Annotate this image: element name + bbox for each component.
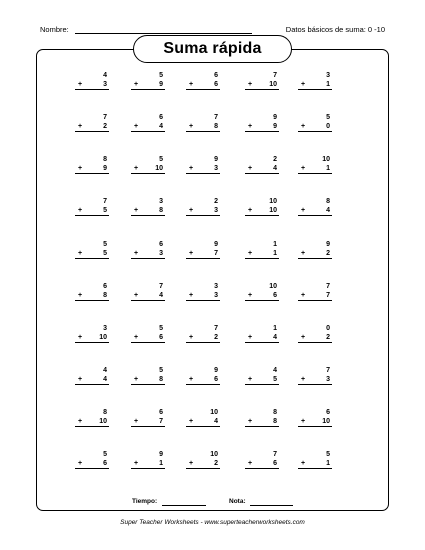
problem-r8-c1 — [75, 366, 109, 388]
addend-top: 10 — [322, 156, 330, 163]
addend-top: 4 — [273, 367, 277, 374]
addend-bottom: 1 — [326, 81, 330, 88]
addend-bottom-row — [186, 206, 220, 216]
problem-r5-c4 — [245, 240, 279, 262]
addend-bottom: 3 — [103, 81, 107, 88]
problem-r3-c3 — [186, 155, 220, 177]
addend-top: 9 — [273, 114, 277, 121]
addend-top: 7 — [326, 367, 330, 374]
addend-top: 8 — [273, 409, 277, 416]
addend-bottom: 9 — [159, 81, 163, 88]
addend-top: 3 — [214, 283, 218, 290]
problem-r8-c2 — [131, 366, 165, 388]
addend-bottom: 6 — [159, 334, 163, 341]
addend-bottom-row — [131, 80, 165, 90]
problem-r1-c4 — [245, 71, 279, 93]
addend-top: 1 — [273, 241, 277, 248]
plus-sign: + — [301, 250, 306, 257]
problem-r9-c2 — [131, 408, 165, 430]
addend-bottom-row — [298, 417, 332, 427]
plus-sign: + — [78, 334, 83, 341]
addend-bottom-row — [186, 249, 220, 259]
worksheet-subtitle: Datos básicos de suma: 0 -10 — [285, 25, 385, 34]
problem-r9-c1 — [75, 408, 109, 430]
plus-sign: + — [78, 376, 83, 383]
addend-bottom-row — [75, 206, 109, 216]
addend-top: 7 — [273, 451, 277, 458]
addend-bottom: 6 — [214, 81, 218, 88]
problem-r10-c2 — [131, 450, 165, 472]
problem-r9-c5 — [298, 408, 332, 430]
problem-r2-c1 — [75, 113, 109, 135]
plus-sign: + — [134, 207, 139, 214]
footer-row — [0, 498, 425, 510]
addend-bottom-row — [186, 417, 220, 427]
plus-sign: + — [134, 460, 139, 467]
addend-bottom: 8 — [214, 123, 218, 130]
plus-sign: + — [78, 81, 83, 88]
plus-sign: + — [301, 376, 306, 383]
addend-top: 9 — [326, 241, 330, 248]
addend-bottom-row — [245, 417, 279, 427]
problem-r3-c5 — [298, 155, 332, 177]
time-field-line[interactable] — [162, 505, 206, 506]
plus-sign: + — [78, 292, 83, 299]
addend-bottom: 4 — [214, 418, 218, 425]
addend-bottom: 4 — [159, 292, 163, 299]
problem-r5-c2 — [131, 240, 165, 262]
addend-bottom: 4 — [273, 165, 277, 172]
addend-bottom: 1 — [159, 460, 163, 467]
addend-top: 10 — [210, 409, 218, 416]
plus-sign: + — [189, 460, 194, 467]
addend-top: 5 — [159, 367, 163, 374]
addend-top: 9 — [214, 241, 218, 248]
addend-bottom-row — [75, 333, 109, 343]
addend-bottom: 6 — [103, 460, 107, 467]
problem-r4-c5 — [298, 197, 332, 219]
addend-bottom-row — [131, 291, 165, 301]
problem-r6-c4 — [245, 282, 279, 304]
problem-r2-c3 — [186, 113, 220, 135]
addend-bottom-row — [75, 375, 109, 385]
plus-sign: + — [301, 334, 306, 341]
plus-sign: + — [134, 165, 139, 172]
addend-bottom-row — [298, 122, 332, 132]
worksheet-title: Suma rápida — [133, 35, 292, 63]
addend-top: 5 — [326, 451, 330, 458]
problem-r7-c3 — [186, 324, 220, 346]
problem-r7-c4 — [245, 324, 279, 346]
addend-bottom: 10 — [322, 418, 330, 425]
addend-bottom: 3 — [326, 376, 330, 383]
addend-top: 2 — [214, 198, 218, 205]
plus-sign: + — [301, 292, 306, 299]
addend-top: 7 — [273, 72, 277, 79]
addend-bottom: 4 — [273, 334, 277, 341]
problem-r6-c1 — [75, 282, 109, 304]
plus-sign: + — [134, 292, 139, 299]
problem-r5-c5 — [298, 240, 332, 262]
problem-r2-c2 — [131, 113, 165, 135]
credit-line: Super Teacher Worksheets - www.superteacherworksheets.com — [120, 519, 305, 526]
addend-bottom-row — [245, 375, 279, 385]
addend-bottom: 10 — [155, 165, 163, 172]
addend-top: 5 — [103, 451, 107, 458]
grade-field-line[interactable] — [250, 505, 293, 506]
addend-top: 4 — [103, 72, 107, 79]
addend-top: 5 — [103, 241, 107, 248]
plus-sign: + — [78, 250, 83, 257]
plus-sign: + — [248, 81, 253, 88]
problem-r7-c2 — [131, 324, 165, 346]
problem-r3-c4 — [245, 155, 279, 177]
problem-r1-c5 — [298, 71, 332, 93]
name-label: Nombre: — [40, 25, 69, 34]
addend-bottom: 2 — [214, 334, 218, 341]
addend-bottom: 2 — [326, 334, 330, 341]
problem-r4-c1 — [75, 197, 109, 219]
addend-bottom: 6 — [273, 460, 277, 467]
addend-bottom-row — [298, 206, 332, 216]
addend-top: 7 — [103, 114, 107, 121]
addend-bottom: 1 — [326, 165, 330, 172]
addend-bottom: 3 — [214, 207, 218, 214]
addend-bottom: 9 — [273, 123, 277, 130]
addend-top: 5 — [159, 325, 163, 332]
plus-sign: + — [248, 292, 253, 299]
plus-sign: + — [189, 165, 194, 172]
addend-bottom-row — [298, 80, 332, 90]
problem-r4-c2 — [131, 197, 165, 219]
addend-bottom: 2 — [326, 250, 330, 257]
problem-r10-c3 — [186, 450, 220, 472]
addend-bottom-row — [186, 291, 220, 301]
addend-bottom: 9 — [103, 165, 107, 172]
problem-r10-c1 — [75, 450, 109, 472]
addend-top: 3 — [159, 198, 163, 205]
addend-top: 0 — [326, 325, 330, 332]
plus-sign: + — [248, 376, 253, 383]
problem-r7-c1 — [75, 324, 109, 346]
plus-sign: + — [189, 334, 194, 341]
addend-top: 8 — [326, 198, 330, 205]
addend-bottom-row — [131, 459, 165, 469]
addend-bottom: 6 — [214, 376, 218, 383]
addend-bottom: 10 — [269, 207, 277, 214]
problem-r6-c2 — [131, 282, 165, 304]
addend-bottom: 1 — [326, 460, 330, 467]
plus-sign: + — [189, 418, 194, 425]
addend-bottom: 2 — [103, 123, 107, 130]
problem-r10-c4 — [245, 450, 279, 472]
addend-bottom-row — [186, 80, 220, 90]
problem-r4-c3 — [186, 197, 220, 219]
addend-bottom-row — [75, 459, 109, 469]
time-label: Tiempo: — [132, 498, 158, 505]
addend-bottom: 10 — [99, 334, 107, 341]
addend-bottom-row — [186, 122, 220, 132]
addend-top: 7 — [159, 283, 163, 290]
grade-label: Nota: — [229, 498, 246, 505]
plus-sign: + — [134, 81, 139, 88]
addend-bottom-row — [245, 333, 279, 343]
plus-sign: + — [134, 123, 139, 130]
addend-top: 6 — [326, 409, 330, 416]
addend-bottom: 3 — [214, 292, 218, 299]
addend-top: 7 — [214, 114, 218, 121]
problem-r8-c5 — [298, 366, 332, 388]
addend-bottom-row — [245, 459, 279, 469]
plus-sign: + — [189, 376, 194, 383]
addend-top: 6 — [159, 114, 163, 121]
addend-bottom-row — [186, 375, 220, 385]
problem-r1-c2 — [131, 71, 165, 93]
addend-bottom: 7 — [214, 250, 218, 257]
problem-r4-c4 — [245, 197, 279, 219]
plus-sign: + — [248, 165, 253, 172]
problem-r5-c3 — [186, 240, 220, 262]
addend-bottom-row — [75, 80, 109, 90]
plus-sign: + — [134, 250, 139, 257]
problem-r6-c3 — [186, 282, 220, 304]
addend-top: 6 — [159, 241, 163, 248]
problem-r1-c3 — [186, 71, 220, 93]
addend-bottom: 1 — [273, 250, 277, 257]
addend-bottom: 10 — [99, 418, 107, 425]
problem-r5-c1 — [75, 240, 109, 262]
addend-bottom: 3 — [214, 165, 218, 172]
problem-r6-c5 — [298, 282, 332, 304]
addend-bottom-row — [75, 417, 109, 427]
plus-sign: + — [301, 81, 306, 88]
addend-bottom: 10 — [269, 81, 277, 88]
addend-top: 5 — [159, 156, 163, 163]
addend-top: 2 — [273, 156, 277, 163]
plus-sign: + — [248, 123, 253, 130]
plus-sign: + — [301, 165, 306, 172]
addend-bottom-row — [131, 417, 165, 427]
problem-r2-c5 — [298, 113, 332, 135]
problem-r9-c3 — [186, 408, 220, 430]
addend-top: 7 — [103, 198, 107, 205]
plus-sign: + — [248, 460, 253, 467]
plus-sign: + — [78, 207, 83, 214]
addend-bottom-row — [131, 122, 165, 132]
addend-bottom: 5 — [103, 207, 107, 214]
addend-top: 6 — [103, 283, 107, 290]
addend-bottom-row — [131, 333, 165, 343]
addend-bottom-row — [131, 249, 165, 259]
plus-sign: + — [301, 207, 306, 214]
addend-top: 3 — [326, 72, 330, 79]
addend-bottom-row — [245, 206, 279, 216]
plus-sign: + — [189, 250, 194, 257]
addend-bottom: 6 — [273, 292, 277, 299]
plus-sign: + — [134, 418, 139, 425]
addend-bottom-row — [245, 122, 279, 132]
addend-bottom-row — [75, 249, 109, 259]
addend-bottom-row — [298, 291, 332, 301]
addend-top: 9 — [214, 156, 218, 163]
problem-r8-c3 — [186, 366, 220, 388]
plus-sign: + — [301, 123, 306, 130]
problem-r8-c4 — [245, 366, 279, 388]
addend-bottom-row — [75, 164, 109, 174]
addend-bottom-row — [186, 333, 220, 343]
problem-r3-c1 — [75, 155, 109, 177]
plus-sign: + — [78, 418, 83, 425]
problem-r1-c1 — [75, 71, 109, 93]
addend-top: 10 — [269, 198, 277, 205]
addend-top: 8 — [103, 409, 107, 416]
addend-top: 4 — [103, 367, 107, 374]
addend-bottom-row — [186, 459, 220, 469]
addend-top: 1 — [273, 325, 277, 332]
addend-bottom: 8 — [159, 207, 163, 214]
plus-sign: + — [301, 418, 306, 425]
addend-bottom-row — [298, 249, 332, 259]
plus-sign: + — [134, 376, 139, 383]
addend-top: 7 — [214, 325, 218, 332]
plus-sign: + — [248, 418, 253, 425]
addend-top: 6 — [159, 409, 163, 416]
addend-bottom: 5 — [273, 376, 277, 383]
plus-sign: + — [189, 207, 194, 214]
addend-bottom-row — [245, 291, 279, 301]
addend-bottom: 3 — [159, 250, 163, 257]
addend-bottom: 4 — [326, 207, 330, 214]
problem-r2-c4 — [245, 113, 279, 135]
plus-sign: + — [189, 81, 194, 88]
addend-top: 10 — [269, 283, 277, 290]
problem-r3-c2 — [131, 155, 165, 177]
addend-bottom: 8 — [103, 292, 107, 299]
plus-sign: + — [248, 207, 253, 214]
plus-sign: + — [189, 292, 194, 299]
addend-bottom-row — [298, 333, 332, 343]
plus-sign: + — [301, 460, 306, 467]
addend-bottom: 4 — [103, 376, 107, 383]
addend-bottom: 8 — [273, 418, 277, 425]
plus-sign: + — [134, 334, 139, 341]
problem-r10-c5 — [298, 450, 332, 472]
addend-top: 6 — [214, 72, 218, 79]
addend-bottom-row — [298, 459, 332, 469]
addend-bottom-row — [298, 375, 332, 385]
addend-bottom-row — [75, 291, 109, 301]
plus-sign: + — [248, 250, 253, 257]
addend-top: 9 — [159, 451, 163, 458]
plus-sign: + — [78, 165, 83, 172]
addend-top: 8 — [103, 156, 107, 163]
plus-sign: + — [248, 334, 253, 341]
addend-top: 10 — [210, 451, 218, 458]
addend-bottom: 0 — [326, 123, 330, 130]
addend-bottom-row — [186, 164, 220, 174]
addend-bottom: 5 — [103, 250, 107, 257]
plus-sign: + — [189, 123, 194, 130]
addend-bottom-row — [298, 164, 332, 174]
addend-bottom-row — [245, 164, 279, 174]
addend-bottom-row — [245, 80, 279, 90]
addend-bottom: 7 — [159, 418, 163, 425]
plus-sign: + — [78, 123, 83, 130]
addend-bottom-row — [131, 164, 165, 174]
addend-bottom: 7 — [326, 292, 330, 299]
addend-bottom-row — [131, 206, 165, 216]
addend-top: 3 — [103, 325, 107, 332]
addend-bottom: 4 — [159, 123, 163, 130]
plus-sign: + — [78, 460, 83, 467]
addend-bottom-row — [131, 375, 165, 385]
addend-top: 7 — [326, 283, 330, 290]
addend-top: 5 — [326, 114, 330, 121]
addend-top: 5 — [159, 72, 163, 79]
addend-top: 9 — [214, 367, 218, 374]
problem-r9-c4 — [245, 408, 279, 430]
addend-bottom-row — [75, 122, 109, 132]
problem-r7-c5 — [298, 324, 332, 346]
addend-bottom: 2 — [214, 460, 218, 467]
addend-bottom-row — [245, 249, 279, 259]
addend-bottom: 8 — [159, 376, 163, 383]
